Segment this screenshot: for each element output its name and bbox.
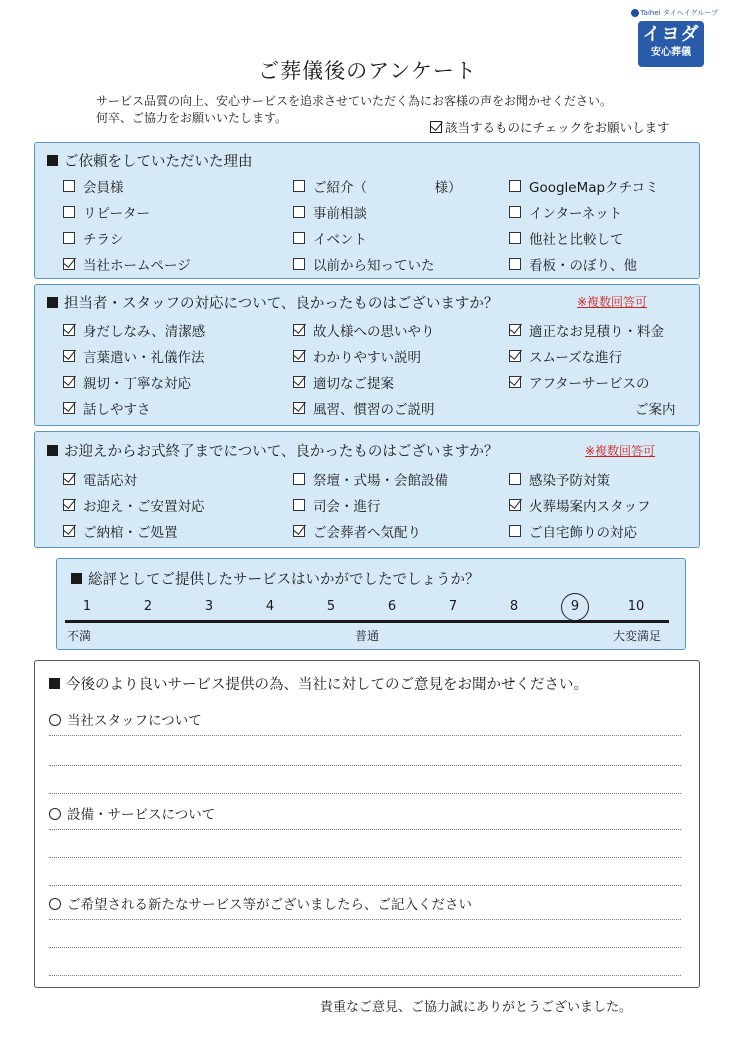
intro-line-2: 何卒、ご協力をお願いいたします。 xyxy=(96,111,288,125)
section2-option-label: アフターサービスの xyxy=(529,376,650,392)
answer-line-staff-1[interactable] xyxy=(49,735,681,736)
checkbox[interactable] xyxy=(293,473,305,485)
checkbox[interactable] xyxy=(63,206,75,218)
rating-option[interactable]: 2 xyxy=(143,599,153,614)
intro-line-1: サービス品質の向上、安心サービスを追求させていただく為にお客様の声をお聞かせください。 xyxy=(96,94,613,108)
answer-line-service-1[interactable] xyxy=(49,919,681,920)
rating-option[interactable]: 6 xyxy=(387,599,397,614)
section2-option[interactable] xyxy=(63,320,205,340)
section3-option[interactable] xyxy=(293,495,381,515)
checkbox[interactable] xyxy=(63,402,75,414)
rating-label-mid: 普通 xyxy=(355,629,380,643)
checkbox[interactable] xyxy=(293,350,305,362)
checkbox[interactable] xyxy=(293,258,305,270)
rating-scale xyxy=(57,599,677,617)
section2-option[interactable] xyxy=(509,346,622,366)
section1-option[interactable] xyxy=(509,202,622,222)
brand-group xyxy=(618,8,718,18)
checkbox[interactable] xyxy=(63,258,75,270)
section1-option-label: GoogleMapクチコミ xyxy=(529,180,659,196)
section2-option-label: 言葉遣い・礼儀作法 xyxy=(83,350,205,366)
section-reasons-title: ご依頼をしていただいた理由 xyxy=(64,154,253,170)
checkbox[interactable] xyxy=(509,206,521,218)
section1-option[interactable] xyxy=(63,202,150,222)
square-bullet-icon xyxy=(47,297,58,308)
section2-option-label: スムーズな進行 xyxy=(529,350,623,366)
checkbox[interactable] xyxy=(63,324,75,336)
section2-option[interactable] xyxy=(63,372,191,392)
checkbox[interactable] xyxy=(293,206,305,218)
comments-heading xyxy=(49,673,588,694)
footer-thanks: 貴重なご意見、ご協力誠にありがとうございました。 xyxy=(320,1000,633,1015)
rating-option[interactable]: 4 xyxy=(265,599,275,614)
section3-option[interactable] xyxy=(509,521,637,541)
section1-option-label: チラシ xyxy=(83,232,124,248)
section-staff xyxy=(34,284,700,426)
checkbox[interactable] xyxy=(509,232,521,244)
section1-option-label: インターネット xyxy=(529,206,623,222)
multi-answer-note: ※複数回答可 xyxy=(577,295,648,309)
section-ceremony-heading xyxy=(47,440,498,461)
question-facility xyxy=(49,803,215,823)
section1-option-label: 事前相談 xyxy=(313,206,367,222)
section2-option-label: 親切・丁寧な対応 xyxy=(83,376,191,392)
section1-option[interactable] xyxy=(293,176,462,196)
comments-title: 今後のより良いサービス提供の為、当社に対してのご意見をお聞かせください。 xyxy=(66,677,588,693)
rating-scale-line xyxy=(65,620,669,623)
checkbox[interactable] xyxy=(63,180,75,192)
answer-line-facility-3[interactable] xyxy=(49,885,681,886)
section1-option[interactable] xyxy=(63,254,191,274)
circle-bullet-icon xyxy=(49,808,61,820)
answer-line-staff-3[interactable] xyxy=(49,793,681,794)
section-rating-title: 総評としてご提供したサービスはいかがでしたでしょうか？ xyxy=(88,572,480,588)
section2-option-label: 故人様への思いやり xyxy=(313,324,435,340)
intro-note xyxy=(430,118,670,136)
section3-option-label: 祭壇・式場・会館設備 xyxy=(313,473,448,489)
rating-option[interactable]: 1 xyxy=(82,599,92,614)
section2-option[interactable] xyxy=(509,372,650,392)
section-ceremony xyxy=(34,431,700,548)
page-title: ご葬儀後のアンケート xyxy=(258,59,477,83)
checkbox[interactable] xyxy=(63,350,75,362)
question-new-service xyxy=(49,893,472,913)
section-reasons xyxy=(34,142,700,279)
section3-option-label: 火葬場案内スタッフ xyxy=(529,499,651,515)
section3-option[interactable] xyxy=(509,469,610,489)
square-bullet-icon xyxy=(47,155,58,166)
checkbox[interactable] xyxy=(63,376,75,388)
section1-option-label: イベント xyxy=(313,232,367,248)
section-rating-heading xyxy=(71,568,480,589)
checkbox[interactable] xyxy=(293,180,305,192)
question-facility-label: 設備・サービスについて xyxy=(67,807,216,823)
section2-option-label: 話しやすさ xyxy=(83,402,151,418)
section3-option-label: ご自宅飾りの対応 xyxy=(529,525,637,541)
intro-note-text: 該当するものにチェックをお願いします xyxy=(445,120,670,135)
section2-option[interactable] xyxy=(63,346,205,366)
question-staff-label: 当社スタッフについて xyxy=(67,713,202,729)
section1-option[interactable] xyxy=(293,202,367,222)
checkbox[interactable] xyxy=(293,499,305,511)
section1-option[interactable] xyxy=(293,254,435,274)
section3-option[interactable] xyxy=(509,495,651,515)
section-ceremony-title: お迎えからお式終了までについて、良かったものはございますか？ xyxy=(64,444,499,460)
brand-dot-icon xyxy=(631,9,639,17)
section2-option-label: 身だしなみ、清潔感 xyxy=(83,324,206,340)
square-bullet-icon xyxy=(49,678,60,689)
checkbox[interactable] xyxy=(293,376,305,388)
section3-option[interactable] xyxy=(293,521,421,541)
section3-option[interactable] xyxy=(63,521,178,541)
question-staff xyxy=(49,709,202,729)
section1-option[interactable] xyxy=(509,228,624,248)
section2-option[interactable] xyxy=(293,320,435,340)
section3-option-label: 司会・進行 xyxy=(313,499,381,515)
section1-option-label: ご紹介（ 様） xyxy=(313,180,462,196)
section2-option[interactable] xyxy=(293,398,435,418)
section2-option-label: 風習、慣習のご説明 xyxy=(313,402,435,418)
checkbox[interactable] xyxy=(293,324,305,336)
section2-option-label: 適正なお見積り・料金 xyxy=(529,324,664,340)
multi-answer-note: ※複数回答可 xyxy=(585,444,656,458)
answer-line-service-3[interactable] xyxy=(49,975,681,976)
section2-option[interactable] xyxy=(509,320,664,340)
section3-option-label: ご納棺・ご処置 xyxy=(83,525,178,541)
rating-label-low: 不満 xyxy=(67,629,92,643)
checkbox[interactable] xyxy=(63,473,75,485)
section-staff-heading xyxy=(47,292,498,313)
checkbox[interactable] xyxy=(509,350,521,362)
section3-option[interactable] xyxy=(63,469,137,489)
brand-name: イヨダ xyxy=(642,24,700,45)
rating-option[interactable]: 10 xyxy=(627,599,645,614)
section3-option-label: 電話応対 xyxy=(83,473,137,489)
rating-option[interactable]: 3 xyxy=(204,599,214,614)
section3-option-label: 感染予防対策 xyxy=(529,473,610,489)
rating-option[interactable]: 7 xyxy=(448,599,458,614)
section2-option-label: 適切なご提案 xyxy=(313,376,394,392)
section2-option[interactable] xyxy=(293,372,394,392)
rating-label-high: 大変満足 xyxy=(613,629,662,643)
section-staff-title: 担当者・スタッフの対応について、良かったものはございますか？ xyxy=(64,296,499,312)
section1-option-label: 看板・のぼり、他 xyxy=(529,258,637,274)
section2-option[interactable] xyxy=(63,398,151,418)
section1-option[interactable] xyxy=(509,176,659,196)
comments-section xyxy=(34,660,700,988)
section1-option-label: リピーター xyxy=(83,206,150,222)
checkbox[interactable] xyxy=(63,499,75,511)
answer-line-facility-1[interactable] xyxy=(49,829,681,830)
checkbox[interactable] xyxy=(293,232,305,244)
checkbox[interactable] xyxy=(509,180,521,192)
section1-option[interactable] xyxy=(509,254,637,274)
checkbox[interactable] xyxy=(509,258,521,270)
answer-line-staff-2[interactable] xyxy=(49,765,681,766)
option-continuation: ご案内 xyxy=(635,402,676,418)
section1-option-label: 会員様 xyxy=(83,180,124,196)
circle-bullet-icon xyxy=(49,714,61,726)
checkbox[interactable] xyxy=(293,525,305,537)
square-bullet-icon xyxy=(71,573,82,584)
section1-option-label: 以前から知っていた xyxy=(313,258,435,274)
section1-option-label: 当社ホームページ xyxy=(83,258,191,274)
rating-option[interactable]: 5 xyxy=(326,599,336,614)
section3-option[interactable] xyxy=(63,495,205,515)
checkbox[interactable] xyxy=(509,324,521,336)
section2-option[interactable] xyxy=(293,346,421,366)
checkbox[interactable] xyxy=(293,402,305,414)
checkmark-icon xyxy=(430,121,442,133)
rating-selected-circle xyxy=(561,593,589,621)
section1-option[interactable] xyxy=(293,228,367,248)
section3-option-label: ご会葬者へ気配り xyxy=(313,525,421,541)
checkbox[interactable] xyxy=(509,376,521,388)
answer-line-service-2[interactable] xyxy=(49,947,681,948)
checkbox[interactable] xyxy=(509,525,521,537)
section-reasons-heading xyxy=(47,150,253,171)
checkbox[interactable] xyxy=(509,499,521,511)
checkbox[interactable] xyxy=(63,525,75,537)
section1-option-label: 他社と比較して xyxy=(529,232,624,248)
checkbox[interactable] xyxy=(509,473,521,485)
answer-line-facility-2[interactable] xyxy=(49,857,681,858)
section3-option[interactable] xyxy=(293,469,448,489)
section-rating xyxy=(56,558,686,650)
section3-option-label: お迎え・ご安置対応 xyxy=(83,499,205,515)
rating-option[interactable]: 8 xyxy=(509,599,519,614)
brand-sub: 安心葬儀 xyxy=(651,47,691,58)
square-bullet-icon xyxy=(47,445,58,456)
rating-option[interactable]: 9 xyxy=(570,599,580,614)
section1-option[interactable] xyxy=(63,176,124,196)
question-new-service-label: ご希望される新たなサービス等がございましたら、ご記入ください xyxy=(67,897,472,913)
brand-group-label: Taihei タイヘイグループ xyxy=(640,9,718,17)
section1-option[interactable] xyxy=(63,228,124,248)
section2-option-label: わかりやすい説明 xyxy=(313,350,421,366)
checkbox[interactable] xyxy=(63,232,75,244)
circle-bullet-icon xyxy=(49,898,61,910)
